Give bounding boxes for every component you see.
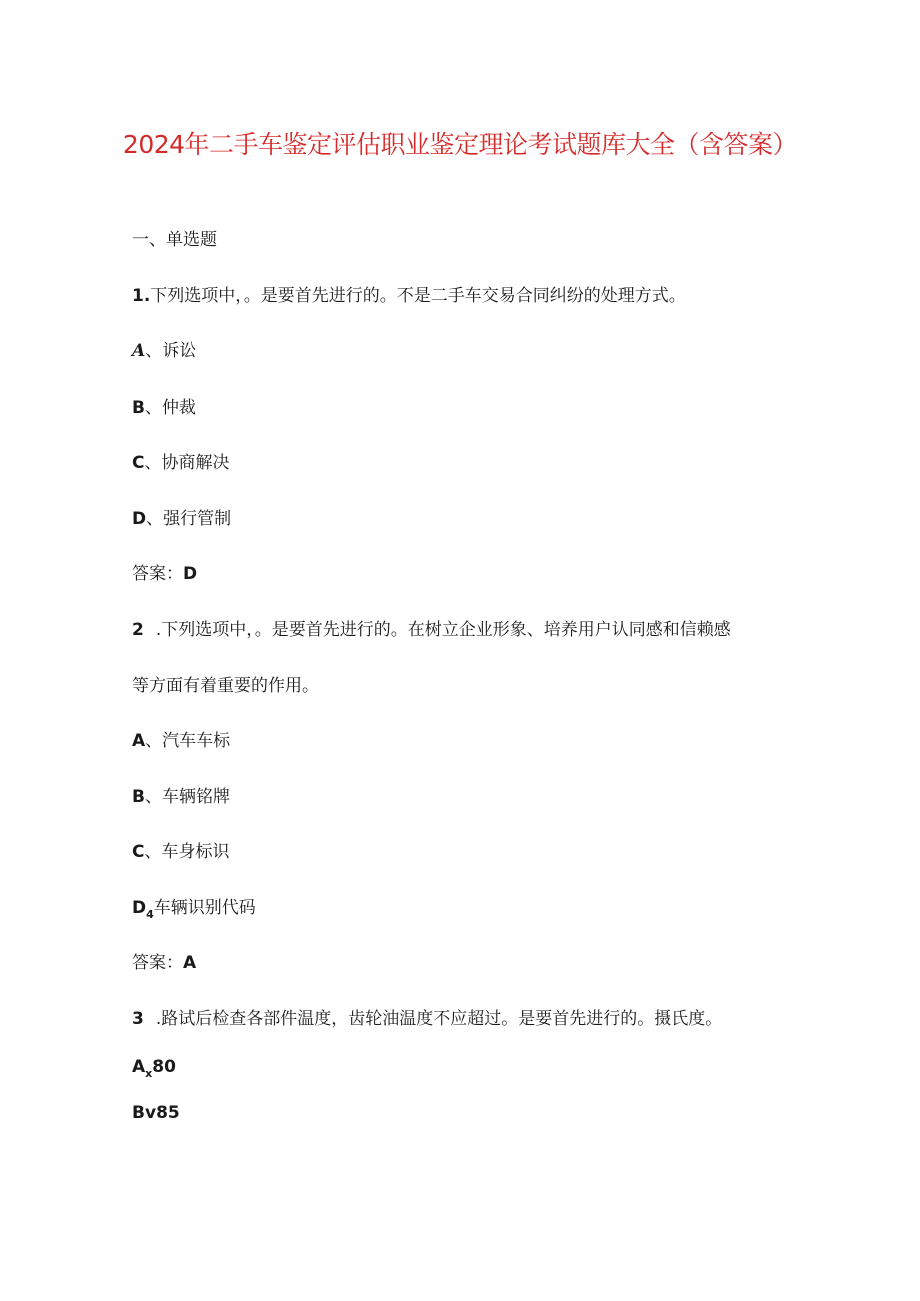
option-letter: D: [132, 509, 147, 529]
option-text: 汽车车标: [162, 731, 231, 751]
question-1-text: 下列选项中，。是要首先进行的。不是二手车交易合同纠纷的处理方式。: [150, 286, 686, 306]
question-2-option-b: [132, 785, 230, 809]
question-1: [132, 284, 686, 308]
document-title: 2024年二手车鉴定评估职业鉴定理论考试题库大全（含答案）: [122, 130, 798, 159]
option-letter: A: [132, 1057, 146, 1077]
question-1-option-d: [132, 507, 231, 531]
question-1-option-a: [132, 339, 196, 363]
question-1-answer: [132, 562, 197, 586]
answer-value: A: [183, 953, 197, 973]
question-3-text: .路试后检查各部件温度，齿轮油温度不应超过。是要首先进行的。摄氏度。: [155, 1009, 723, 1029]
question-1-option-b: [132, 396, 196, 420]
question-2-option-d: [132, 896, 256, 922]
option-sep: 、: [145, 731, 163, 751]
option-sep: 、: [144, 842, 162, 862]
option-text: 仲裁: [161, 398, 196, 418]
option-letter: B: [132, 787, 145, 807]
option-sep: 、: [144, 398, 162, 418]
question-3: [132, 1007, 722, 1031]
option-sep: 、: [144, 787, 162, 807]
question-1-option-c: [132, 451, 229, 475]
question-2-text-line2: 等方面有着重要的作用。: [132, 676, 319, 696]
option-text: 车辆铭牌: [161, 787, 230, 807]
option-sep: x: [145, 1067, 153, 1080]
option-sep: 4: [146, 908, 154, 921]
question-3-number: 3: [132, 1009, 144, 1029]
question-2-answer: [132, 951, 196, 975]
question-2: [132, 618, 731, 642]
option-letter: B: [132, 398, 145, 418]
option-sep: 、: [145, 341, 163, 361]
option-text: 80: [152, 1057, 176, 1077]
option-text: 车身标识: [161, 842, 230, 862]
option-letter: B: [132, 1103, 145, 1123]
option-text: 车辆识别代码: [153, 898, 256, 918]
option-letter: A: [132, 731, 146, 751]
question-2-text-line1: .下列选项中，。是要首先进行的。在树立企业形象、培养用户认同感和信赖感: [155, 620, 731, 640]
answer-label: 答案：: [132, 953, 183, 973]
answer-label: 答案：: [132, 564, 183, 584]
option-letter: A: [132, 341, 146, 361]
question-2-option-a: [132, 729, 230, 753]
option-sep: 、: [146, 509, 164, 529]
question-1-number: 1.: [132, 286, 151, 306]
option-letter: D: [132, 898, 147, 918]
option-text: 强行管制: [163, 509, 232, 529]
question-2-option-c: [132, 840, 229, 864]
section-heading: 一、单选题: [132, 230, 217, 250]
option-letter: C: [132, 453, 145, 473]
question-2-number: 2: [132, 620, 144, 640]
option-letter: C: [132, 842, 145, 862]
question-3-option-b: [132, 1101, 180, 1125]
option-text: 诉讼: [162, 341, 197, 361]
question-3-option-a: [132, 1055, 176, 1081]
option-sep: v: [144, 1103, 157, 1123]
option-sep: 、: [144, 453, 162, 473]
answer-value: D: [183, 564, 198, 584]
option-text: 85: [156, 1103, 180, 1123]
option-text: 协商解决: [161, 453, 230, 473]
